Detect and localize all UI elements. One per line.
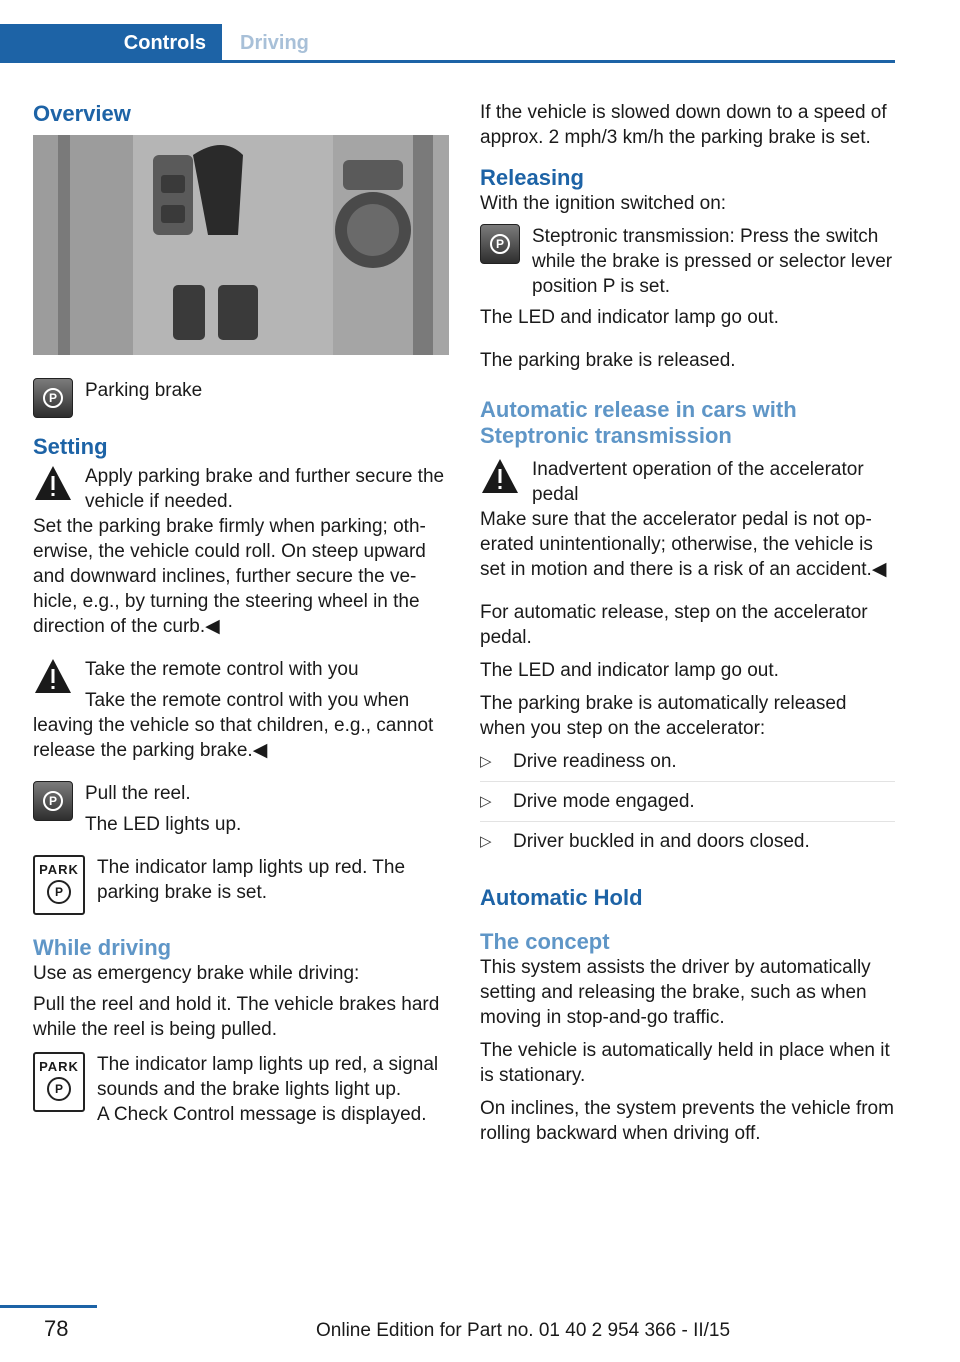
warning-body: Take the remote control with you when leaving the vehicle so that children, e.g., cannot release the parking brake.◀ (33, 690, 434, 761)
pull-reel-step (33, 781, 449, 837)
indicator-text: The indicator lamp lights up red, a signal sounds and the brake lights light up. (97, 1054, 439, 1100)
warning-triangle-icon (33, 657, 73, 695)
section-tabs (0, 24, 895, 63)
concept-heading: The concept (480, 929, 610, 954)
page-number: 78 (44, 1316, 69, 1341)
park-indicator-icon: PARK P (33, 855, 85, 915)
warning-triangle-icon (33, 464, 73, 502)
body-text: Pull the reel and hold it. The vehicle brakes hard while the reel is being pulled. (33, 994, 440, 1040)
warning-title: Apply parking brake and further secure the vehicle if needed. (85, 466, 445, 512)
warning-accelerator (480, 457, 895, 507)
warning-title: Inadvertent operation of the accelerator pedal (532, 459, 864, 505)
release-step (480, 224, 895, 299)
body-text: On inclines, the system prevents the vehicle from rolling backward when driving off. (480, 1098, 894, 1144)
auto-release-heading: Automatic release in cars with Steptronic transmission (480, 397, 797, 448)
while-driving-heading: While driving (33, 935, 172, 960)
parking-brake-button-icon: P (480, 224, 520, 264)
parking-brake-legend (33, 378, 449, 403)
warning-title: Take the remote control with you (85, 659, 359, 680)
parking-brake-button-icon: P (33, 781, 73, 821)
triangle-bullet-icon: ▷ (480, 753, 492, 770)
indicator-set (33, 855, 449, 905)
warning-triangle-icon (480, 457, 520, 495)
auto-hold-heading: Automatic Hold (480, 885, 643, 910)
warning-body: Make sure that the accelerator pedal is not operated unintentionally; otherwise, the vehicle is set in motion and there is a risk of an accident.◀ (480, 509, 887, 580)
body-text: The parking brake is released. (480, 350, 736, 371)
body-text: The parking brake is automatically released when you step on the accelerator: (480, 693, 847, 739)
right-column (480, 100, 895, 1146)
releasing-heading: Releasing (480, 165, 584, 190)
step-text: Pull the reel. (85, 783, 191, 804)
footer-rule (0, 1305, 97, 1308)
body-text: If the vehicle is slowed down down to a speed of approx. 2 mph/3 km/h the parking brake is set. (480, 102, 887, 148)
triangle-bullet-icon: ▷ (480, 833, 492, 850)
overview-heading: Overview (33, 101, 131, 126)
triangle-bullet-icon: ▷ (480, 793, 492, 810)
park-indicator-icon: PARK P (33, 1052, 85, 1112)
setting-heading: Setting (33, 434, 108, 459)
body-text: A Check Control message is displayed. (97, 1104, 427, 1125)
warning-secure (33, 464, 449, 514)
body-text: The LED and indicator lamp go out. (480, 660, 779, 681)
tab-controls[interactable]: Controls (0, 24, 222, 60)
tab-driving[interactable]: Driving (240, 32, 309, 54)
body-text: The vehicle is automatically held in place when it is stationary. (480, 1040, 890, 1086)
warning-remote (33, 657, 449, 688)
body-text: The LED and indicator lamp go out. (480, 307, 779, 328)
parking-brake-label: Parking brake (85, 380, 203, 401)
edition-footer: Online Edition for Part no. 01 40 2 954 366 - II/15 (316, 1320, 731, 1341)
parking-brake-button-icon: P (33, 378, 73, 418)
left-column (33, 100, 449, 1127)
indicator-text: The indicator lamp lights up red. The parking brake is set. (97, 857, 406, 903)
warning-body: Set the parking brake firmly when parking; otherwise, the vehicle could roll. On steep upward and downward inclines, further secure the vehicle, e.g., by turning the steering wheel in the direction of the curb.◀ (33, 516, 426, 637)
body-text: This system assists the driver by automatically setting and releasing the brake, such as when moving in stop-and-go traffic. (480, 957, 871, 1028)
list-item: ▷ Drive mode engaged. (480, 789, 895, 822)
body-text: For automatic release, step on the accelerator pedal. (480, 602, 868, 648)
body-text: With the ignition switched on: (480, 193, 727, 214)
step-text: Steptronic transmission: Press the switch while the brake is pressed or selector lever position P is set. (532, 226, 893, 297)
list-item: ▷ Drive readiness on. (480, 749, 895, 782)
center-console-photo (33, 135, 449, 355)
list-item: ▷ Driver buckled in and doors closed. (480, 831, 810, 852)
step-text: The LED lights up. (85, 814, 242, 835)
body-text: Use as emergency brake while driving: (33, 963, 360, 984)
indicator-sound (33, 1052, 449, 1102)
